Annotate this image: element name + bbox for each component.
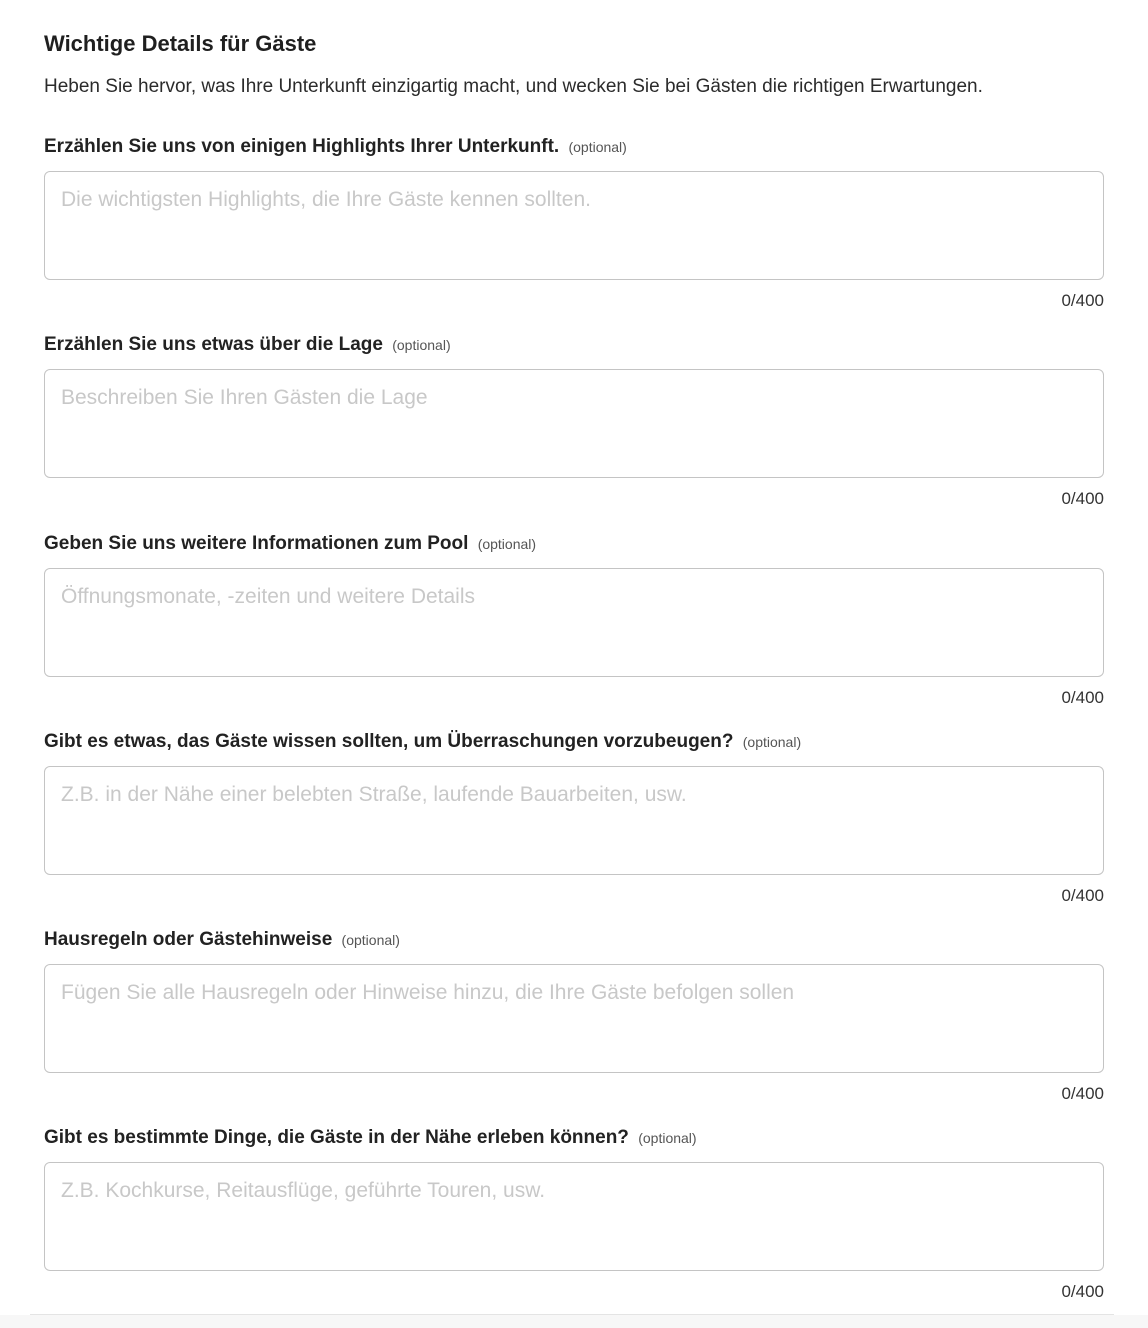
section-title: Wichtige Details für Gäste: [44, 31, 317, 56]
field-pool: [44, 533, 1104, 708]
field-nearby-activities: [44, 1127, 1104, 1302]
field-label: [44, 1127, 697, 1149]
location-textarea[interactable]: [44, 369, 1104, 478]
field-label: [44, 533, 536, 555]
field-label-text: Geben Sie uns weitere Informationen zum Pool: [44, 533, 469, 554]
surprises-textarea[interactable]: [44, 766, 1104, 875]
character-counter: 0/400: [1061, 291, 1104, 310]
optional-tag: (optional): [742, 734, 802, 750]
pool-textarea[interactable]: [44, 568, 1104, 677]
field-surprises: [44, 731, 1104, 906]
field-label: [44, 731, 801, 753]
field-label-text: Erzählen Sie uns etwas über die Lage: [44, 334, 383, 355]
field-label-text: Hausregeln oder Gästehinweise: [44, 929, 333, 950]
optional-tag: (optional): [341, 932, 400, 948]
highlights-textarea[interactable]: [44, 171, 1104, 280]
field-label: [44, 136, 627, 158]
bottom-strip: [0, 1315, 1148, 1328]
character-counter: 0/400: [1061, 688, 1104, 707]
field-house-rules: [44, 929, 1104, 1104]
field-label-text: Gibt es etwas, das Gäste wissen sollten, um Überraschungen vorzubeugen?: [44, 731, 734, 752]
optional-tag: (optional): [638, 1130, 697, 1146]
character-counter: 0/400: [1061, 489, 1104, 508]
nearby-activities-textarea[interactable]: [44, 1162, 1104, 1271]
field-label-text: Gibt es bestimmte Dinge, die Gäste in der Nähe erleben können?: [44, 1127, 629, 1148]
field-location: [44, 334, 1104, 509]
field-label-text: Erzählen Sie uns von einigen Highlights Ihrer Unterkunft.: [44, 136, 560, 157]
optional-tag: (optional): [392, 337, 451, 353]
section-description: Heben Sie hervor, was Ihre Unterkunft einzigartig macht, und wecken Sie bei Gästen die richtigen Erwartungen.: [44, 76, 983, 97]
character-counter: 0/400: [1061, 1282, 1104, 1301]
house-rules-textarea[interactable]: [44, 964, 1104, 1073]
optional-tag: (optional): [568, 139, 627, 155]
field-highlights: [44, 136, 1104, 311]
field-label: [44, 334, 451, 356]
character-counter: 0/400: [1061, 1084, 1104, 1103]
character-counter: 0/400: [1061, 886, 1104, 905]
field-label: [44, 929, 400, 951]
optional-tag: (optional): [477, 536, 537, 552]
